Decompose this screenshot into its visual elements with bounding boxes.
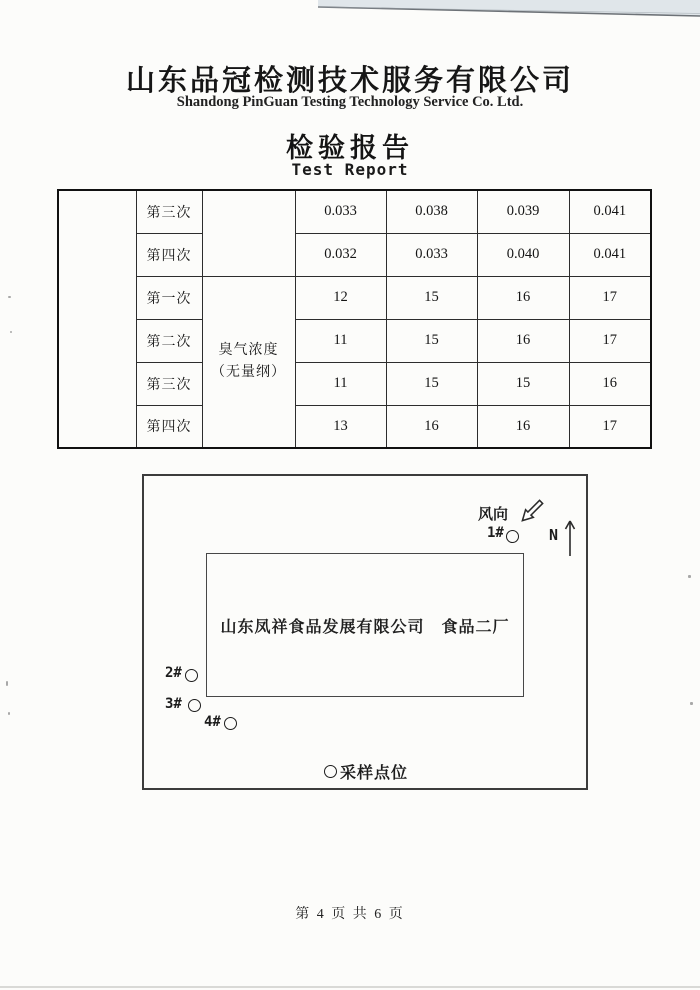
table-cell-value: 0.038: [386, 190, 477, 233]
report-title-en: Test Report: [291, 160, 409, 179]
table-cell-value: 0.033: [295, 190, 386, 233]
table-cell-value: 16: [477, 405, 569, 448]
results-table: [57, 189, 652, 449]
legend: [324, 760, 408, 783]
table-cell-param-merged-empty: [202, 190, 295, 276]
table-row: [58, 233, 651, 276]
table-cell-value: 0.039: [477, 190, 569, 233]
table-row: [58, 319, 651, 362]
table-cell-value: 17: [569, 405, 651, 448]
scan-edge-line: [0, 986, 700, 988]
north-arrow-icon: [562, 518, 578, 558]
table-row: [58, 190, 651, 233]
table-cell-value: 11: [295, 362, 386, 405]
table-cell-left-merged: [58, 190, 136, 448]
sampling-point-2-marker: [185, 669, 198, 682]
table-cell-parameter: [202, 276, 295, 448]
table-row: [58, 405, 651, 448]
company-name-cn: 山东品冠检测技术服务有限公司: [125, 65, 574, 97]
table-cell-value: 16: [477, 276, 569, 319]
sampling-point-1-marker: [506, 530, 519, 543]
table-cell-value: 13: [295, 405, 386, 448]
scan-speck: [6, 681, 8, 686]
table-cell-value: 17: [569, 276, 651, 319]
table-cell-value: 11: [295, 319, 386, 362]
table-cell-value: 0.032: [295, 233, 386, 276]
sampling-point-3-label: 3#: [165, 696, 182, 712]
scan-speck: [8, 712, 10, 715]
sampling-point-4-label: 4#: [204, 714, 221, 730]
table-cell-value: 16: [569, 362, 651, 405]
table-cell-value: 0.041: [569, 190, 651, 233]
table-cell-run-label: 第二次: [136, 319, 202, 362]
sampling-point-3-marker: [188, 699, 201, 712]
site-map-diagram: [142, 474, 588, 790]
table-cell-value: 16: [477, 319, 569, 362]
legend-label: 采样点位: [340, 765, 409, 782]
table-cell-value: 0.040: [477, 233, 569, 276]
table-cell-value: 16: [386, 405, 477, 448]
scan-speck: [690, 702, 693, 705]
table-row: [58, 362, 651, 405]
wind-direction-arrow-icon: [518, 491, 551, 526]
parameter-name: 臭气浓度: [218, 343, 279, 359]
scan-edge-artifact: [0, 0, 700, 24]
table-cell-run-label: 第四次: [136, 405, 202, 448]
north-label: N: [549, 526, 559, 544]
report-title-cn: 检验报告: [286, 133, 414, 163]
factory-building-outline: [206, 553, 524, 697]
table-cell-value: 15: [386, 276, 477, 319]
company-name-en: Shandong PinGuan Testing Technology Service Co. Ltd.: [176, 94, 524, 110]
table-row: [58, 276, 651, 319]
table-cell-value: 15: [386, 319, 477, 362]
table-cell-value: 0.033: [386, 233, 477, 276]
sampling-point-2-label: 2#: [165, 665, 182, 681]
table-cell-value: 0.041: [569, 233, 651, 276]
table-cell-run-label: 第一次: [136, 276, 202, 319]
wind-direction-label: 风向: [478, 506, 509, 523]
table-cell-run-label: 第四次: [136, 233, 202, 276]
sampling-point-4-marker: [224, 717, 237, 730]
parameter-unit: （无量纲）: [211, 364, 286, 380]
table-cell-value: 17: [569, 319, 651, 362]
scan-speck: [688, 575, 691, 578]
table-cell-run-label: 第三次: [136, 190, 202, 233]
page-number: 第 4 页 共 6 页: [295, 907, 405, 922]
scan-speck: [8, 296, 11, 298]
scan-speck: [10, 331, 12, 333]
table-cell-value: 15: [477, 362, 569, 405]
factory-building-label: 山东凤祥食品发展有限公司 食品二厂: [220, 618, 510, 636]
table-cell-value: 15: [386, 362, 477, 405]
sampling-point-1-label: 1#: [487, 525, 504, 541]
table-cell-value: 12: [295, 276, 386, 319]
legend-sampling-point-icon: [324, 765, 337, 778]
table-cell-run-label: 第三次: [136, 362, 202, 405]
